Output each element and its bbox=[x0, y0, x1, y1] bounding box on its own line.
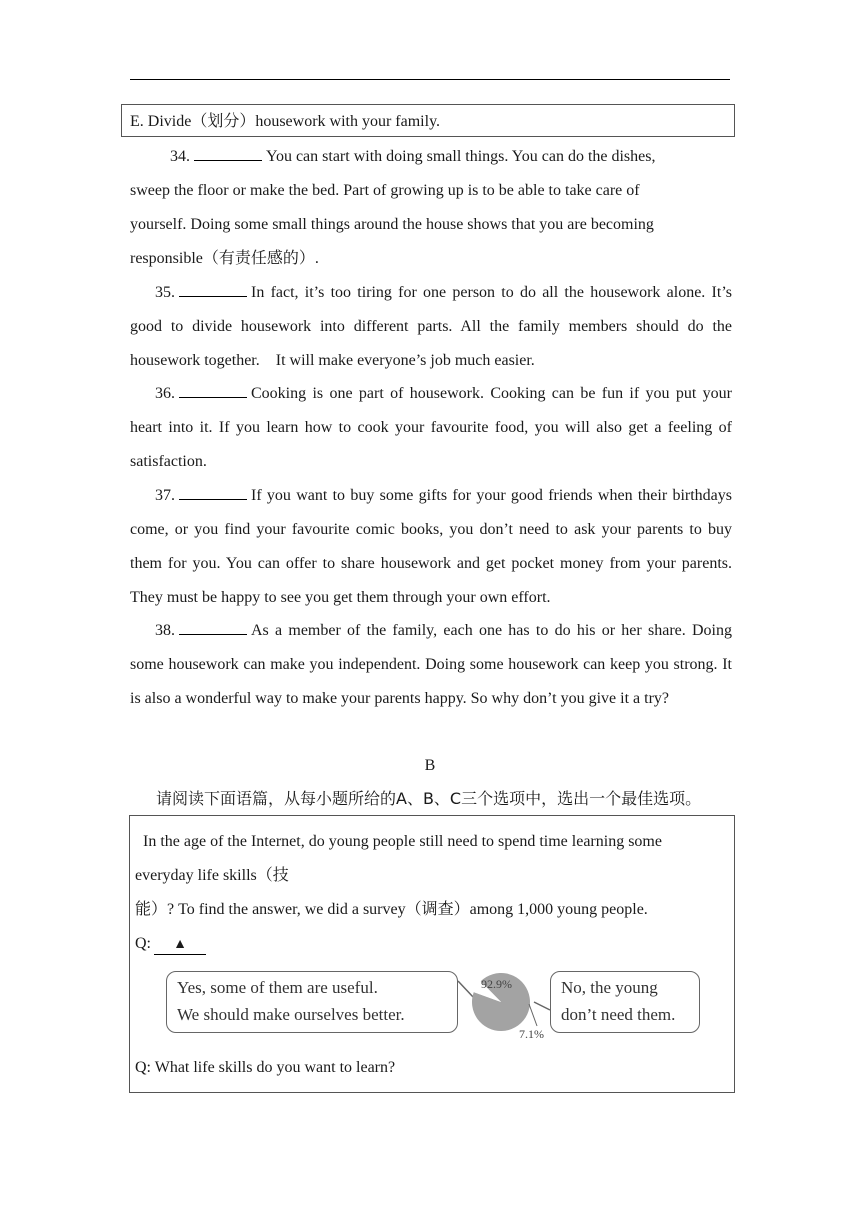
passage-box bbox=[129, 815, 735, 1093]
paragraph-36 bbox=[130, 377, 732, 479]
question-label: Q: bbox=[135, 935, 151, 952]
option-e-text: E. Divide（划分）housework with your family. bbox=[130, 113, 441, 130]
yes-bubble-pointer bbox=[458, 981, 474, 998]
paragraph-line: sweep the floor or make the bed. Part of growing up is to be able to take care of bbox=[130, 182, 640, 199]
question-number: 34. bbox=[170, 148, 190, 165]
header-rule bbox=[130, 79, 730, 80]
yes-answer-line: Yes, some of them are useful. bbox=[177, 978, 378, 997]
pie-label-no: 7.1% bbox=[519, 1027, 544, 1041]
paragraph-line: You can start with doing small things. You can do the dishes, bbox=[266, 148, 656, 165]
paragraph-34 bbox=[130, 140, 732, 276]
passage-line: everyday life skills（技 bbox=[135, 867, 289, 884]
paragraph-37 bbox=[130, 479, 732, 615]
no-answer-line: No, the young bbox=[561, 978, 658, 997]
answer-blank-36[interactable] bbox=[179, 383, 247, 398]
no-answer-line: don’t need them. bbox=[561, 1005, 676, 1024]
question-blank[interactable]: ▲ bbox=[154, 936, 206, 955]
answer-blank-37[interactable] bbox=[179, 485, 247, 500]
question-line bbox=[135, 932, 206, 956]
no-percent-leader bbox=[529, 1004, 537, 1026]
paragraph-text: If you want to buy some gifts for your good friends when their birthdays come, or you find your favourite comic books, you don’t need to ask your parents to buy them for you. You can offer to share housework and get pocket money from your parents. They must be happy to see you get them through your own effort. bbox=[130, 487, 732, 606]
survey-figure bbox=[166, 968, 706, 1052]
paragraph-text: In fact, it’s too tiring for one person to do all the housework alone. It’s good to divide housework into different parts. All the family members should do the housework together. It will make everyone’s job much easier. bbox=[130, 284, 732, 369]
passage-line: 能）? To find the answer, we did a survey（调查）among 1,000 young people. bbox=[135, 901, 648, 918]
survey-pie-svg bbox=[166, 968, 706, 1052]
question-number: 38. bbox=[155, 622, 175, 639]
question-line: Q: What life skills do you want to learn? bbox=[135, 1059, 396, 1076]
paragraph-text: Cooking is one part of housework. Cooking can be fun if you put your heart into it. If you learn how to cook your favourite food, you will also get a feeling of satisfaction. bbox=[130, 385, 732, 470]
question-number: 35. bbox=[155, 284, 175, 301]
option-e-box bbox=[121, 104, 735, 137]
answer-blank-35[interactable] bbox=[179, 282, 247, 297]
pie-label-yes: 92.9% bbox=[481, 977, 512, 991]
section-b-heading: B bbox=[424, 757, 436, 774]
paragraph-line: responsible（有责任感的）. bbox=[130, 250, 319, 267]
answer-blank-38[interactable] bbox=[179, 620, 247, 635]
reading-instruction: 请阅读下面语篇，从每小题所给的A、B、C三个选项中，选出一个最佳选项。 bbox=[156, 789, 702, 808]
question-number: 36. bbox=[155, 385, 175, 402]
paragraph-text: As a member of the family, each one has to do his or her share. Doing some housework can make you independent. Doing some housework can keep you strong. It is also a wonderful way to make your parents happy. So why don’t you give it a try? bbox=[130, 622, 732, 707]
no-bubble-pointer bbox=[534, 1002, 550, 1010]
question-number: 37. bbox=[155, 487, 175, 504]
answer-blank-34[interactable] bbox=[194, 146, 262, 161]
passage-line: In the age of the Internet, do young people still need to spend time learning some bbox=[135, 833, 662, 850]
yes-answer-line: We should make ourselves better. bbox=[177, 1005, 405, 1024]
paragraph-35 bbox=[130, 276, 732, 378]
paragraph-line: yourself. Doing some small things around the house shows that you are becoming bbox=[130, 216, 654, 233]
paragraph-38 bbox=[130, 614, 732, 716]
